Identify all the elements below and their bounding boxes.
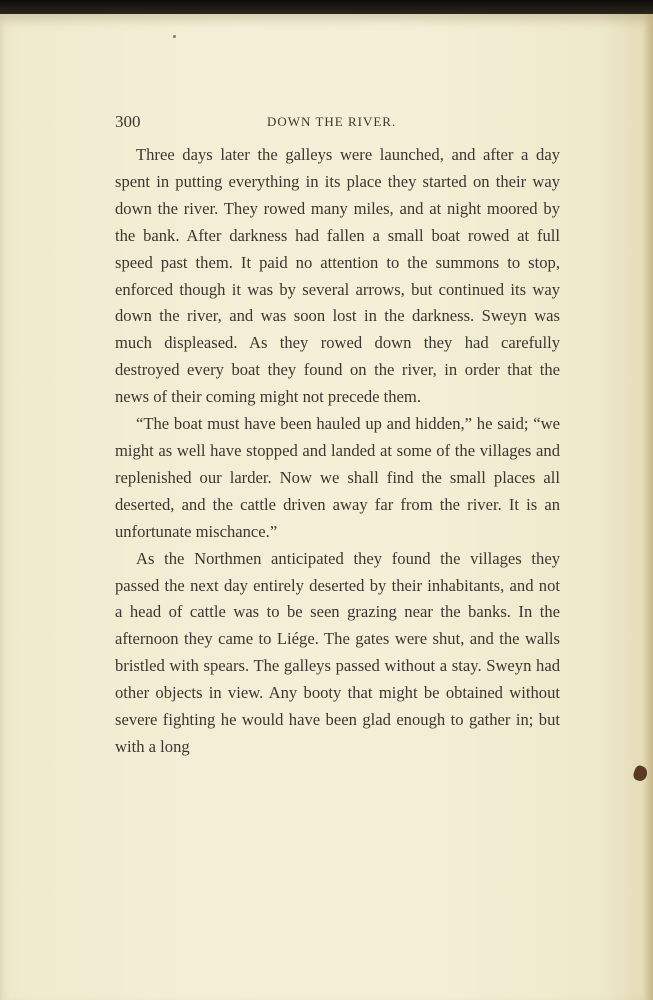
body-text <box>115 142 560 761</box>
page-header <box>115 112 560 134</box>
paper-speck <box>173 35 176 38</box>
running-head: DOWN THE RIVER. <box>267 114 397 129</box>
paragraph-3: As the Northmen anticipated they found the villages they passed the next day entirely deserted by their inhabitants, and not a head of cattle was to be seen grazing near the banks. In the afternoon they came to Liége. The gates were shut, and the walls bristled with spears. The galleys passed without a stay. Sweyn had other objects in view. Any booty that might be obtained without severe fighting he would have been glad enough to gather in; but with a long <box>115 548 560 756</box>
page-edge-shadow <box>643 14 653 1000</box>
paragraph-2: “The boat must have been hauled up and hidden,” he said; “we might as well have stopped and landed at some of the villages and replenished our larder. Now we shall find the small places all deserted, and the cattle driven away far from the river. It is an unfortunate mischance.” <box>115 414 560 541</box>
paragraph-1: Three days later the galleys were launched, and after a day spent in putting everything in its place they started on their way down the river. They rowed many miles, and at night moored by the bank. After darkness had fallen a small boat rowed at full speed past them. It paid no attention to the summons to stop, enforced though it was by several arrows, but continued its way down the river, and was soon lost in the darkness. Sweyn was much displeased. As they rowed down they had carefully destroyed every boat they found on the river, in order that the news of their coming might not precede them. <box>115 145 560 407</box>
book-top-edge <box>0 0 653 14</box>
page-number: 300 <box>115 112 141 131</box>
